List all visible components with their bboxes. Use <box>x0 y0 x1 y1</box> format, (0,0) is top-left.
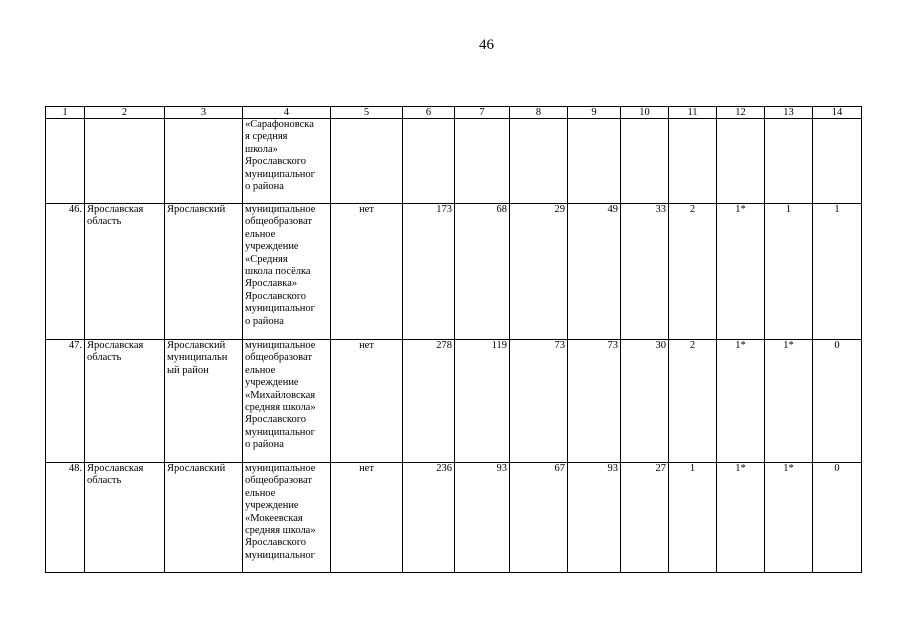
value-cell: 1* <box>765 463 813 573</box>
column-number-row <box>46 107 862 119</box>
value-cell <box>621 119 669 204</box>
value-cell <box>717 119 765 204</box>
col-header-11: 11 <box>669 107 717 119</box>
col-header-9: 9 <box>568 107 621 119</box>
value-cell: нет <box>331 463 403 573</box>
value-cell: 1* <box>717 463 765 573</box>
institution-cell: «Сарафоновска я средняя школа» Ярославского муниципальног о района <box>243 119 331 204</box>
value-cell <box>568 119 621 204</box>
value-cell: 1 <box>669 463 717 573</box>
value-cell: 67 <box>510 463 568 573</box>
district-cell <box>165 119 243 204</box>
value-cell: 1* <box>717 340 765 463</box>
institution-cell: муниципальное общеобразоват ельное учреждение «Михайловская средняя школа» Ярославского муниципальног о района <box>243 340 331 463</box>
value-cell: 30 <box>621 340 669 463</box>
value-cell: 1* <box>765 340 813 463</box>
value-cell: нет <box>331 204 403 340</box>
value-cell: нет <box>331 340 403 463</box>
value-cell: 33 <box>621 204 669 340</box>
value-cell: 173 <box>403 204 455 340</box>
table-row <box>46 204 862 340</box>
value-cell: 2 <box>669 340 717 463</box>
district-cell: Ярославский <box>165 463 243 573</box>
region-cell: Ярославская область <box>85 340 165 463</box>
value-cell <box>510 119 568 204</box>
institution-cell: муниципальное общеобразоват ельное учреждение «Мокеевская средняя школа» Ярославского муниципальног <box>243 463 331 573</box>
col-header-3: 3 <box>165 107 243 119</box>
value-cell <box>455 119 510 204</box>
value-cell: 119 <box>455 340 510 463</box>
value-cell: 278 <box>403 340 455 463</box>
value-cell: 2 <box>669 204 717 340</box>
row-number: 46. <box>46 204 85 340</box>
col-header-13: 13 <box>765 107 813 119</box>
col-header-10: 10 <box>621 107 669 119</box>
col-header-14: 14 <box>813 107 862 119</box>
page-number: 46 <box>479 37 494 53</box>
row-number: 47. <box>46 340 85 463</box>
district-cell: Ярославский <box>165 204 243 340</box>
value-cell: 27 <box>621 463 669 573</box>
region-cell: Ярославская область <box>85 463 165 573</box>
value-cell <box>331 119 403 204</box>
district-cell: Ярославский муниципальн ый район <box>165 340 243 463</box>
value-cell: 73 <box>568 340 621 463</box>
value-cell: 0 <box>813 340 862 463</box>
value-cell <box>813 119 862 204</box>
col-header-12: 12 <box>717 107 765 119</box>
value-cell: 236 <box>403 463 455 573</box>
col-header-8: 8 <box>510 107 568 119</box>
table-row <box>46 340 862 463</box>
row-number: 48. <box>46 463 85 573</box>
table-row <box>46 119 862 204</box>
col-header-4: 4 <box>243 107 331 119</box>
region-cell: Ярославская область <box>85 204 165 340</box>
value-cell: 49 <box>568 204 621 340</box>
col-header-1: 1 <box>46 107 85 119</box>
value-cell: 0 <box>813 463 862 573</box>
region-cell <box>85 119 165 204</box>
value-cell <box>669 119 717 204</box>
row-number <box>46 119 85 204</box>
data-table <box>45 106 862 573</box>
value-cell: 1 <box>813 204 862 340</box>
value-cell: 68 <box>455 204 510 340</box>
value-cell <box>765 119 813 204</box>
table-row <box>46 463 862 573</box>
value-cell: 73 <box>510 340 568 463</box>
col-header-6: 6 <box>403 107 455 119</box>
value-cell: 1* <box>717 204 765 340</box>
col-header-5: 5 <box>331 107 403 119</box>
col-header-7: 7 <box>455 107 510 119</box>
value-cell: 93 <box>455 463 510 573</box>
col-header-2: 2 <box>85 107 165 119</box>
value-cell <box>403 119 455 204</box>
value-cell: 1 <box>765 204 813 340</box>
institution-cell: муниципальное общеобразоват ельное учреждение «Средняя школа посёлка Ярославка» Ярославского муниципальног о района <box>243 204 331 340</box>
value-cell: 29 <box>510 204 568 340</box>
value-cell: 93 <box>568 463 621 573</box>
